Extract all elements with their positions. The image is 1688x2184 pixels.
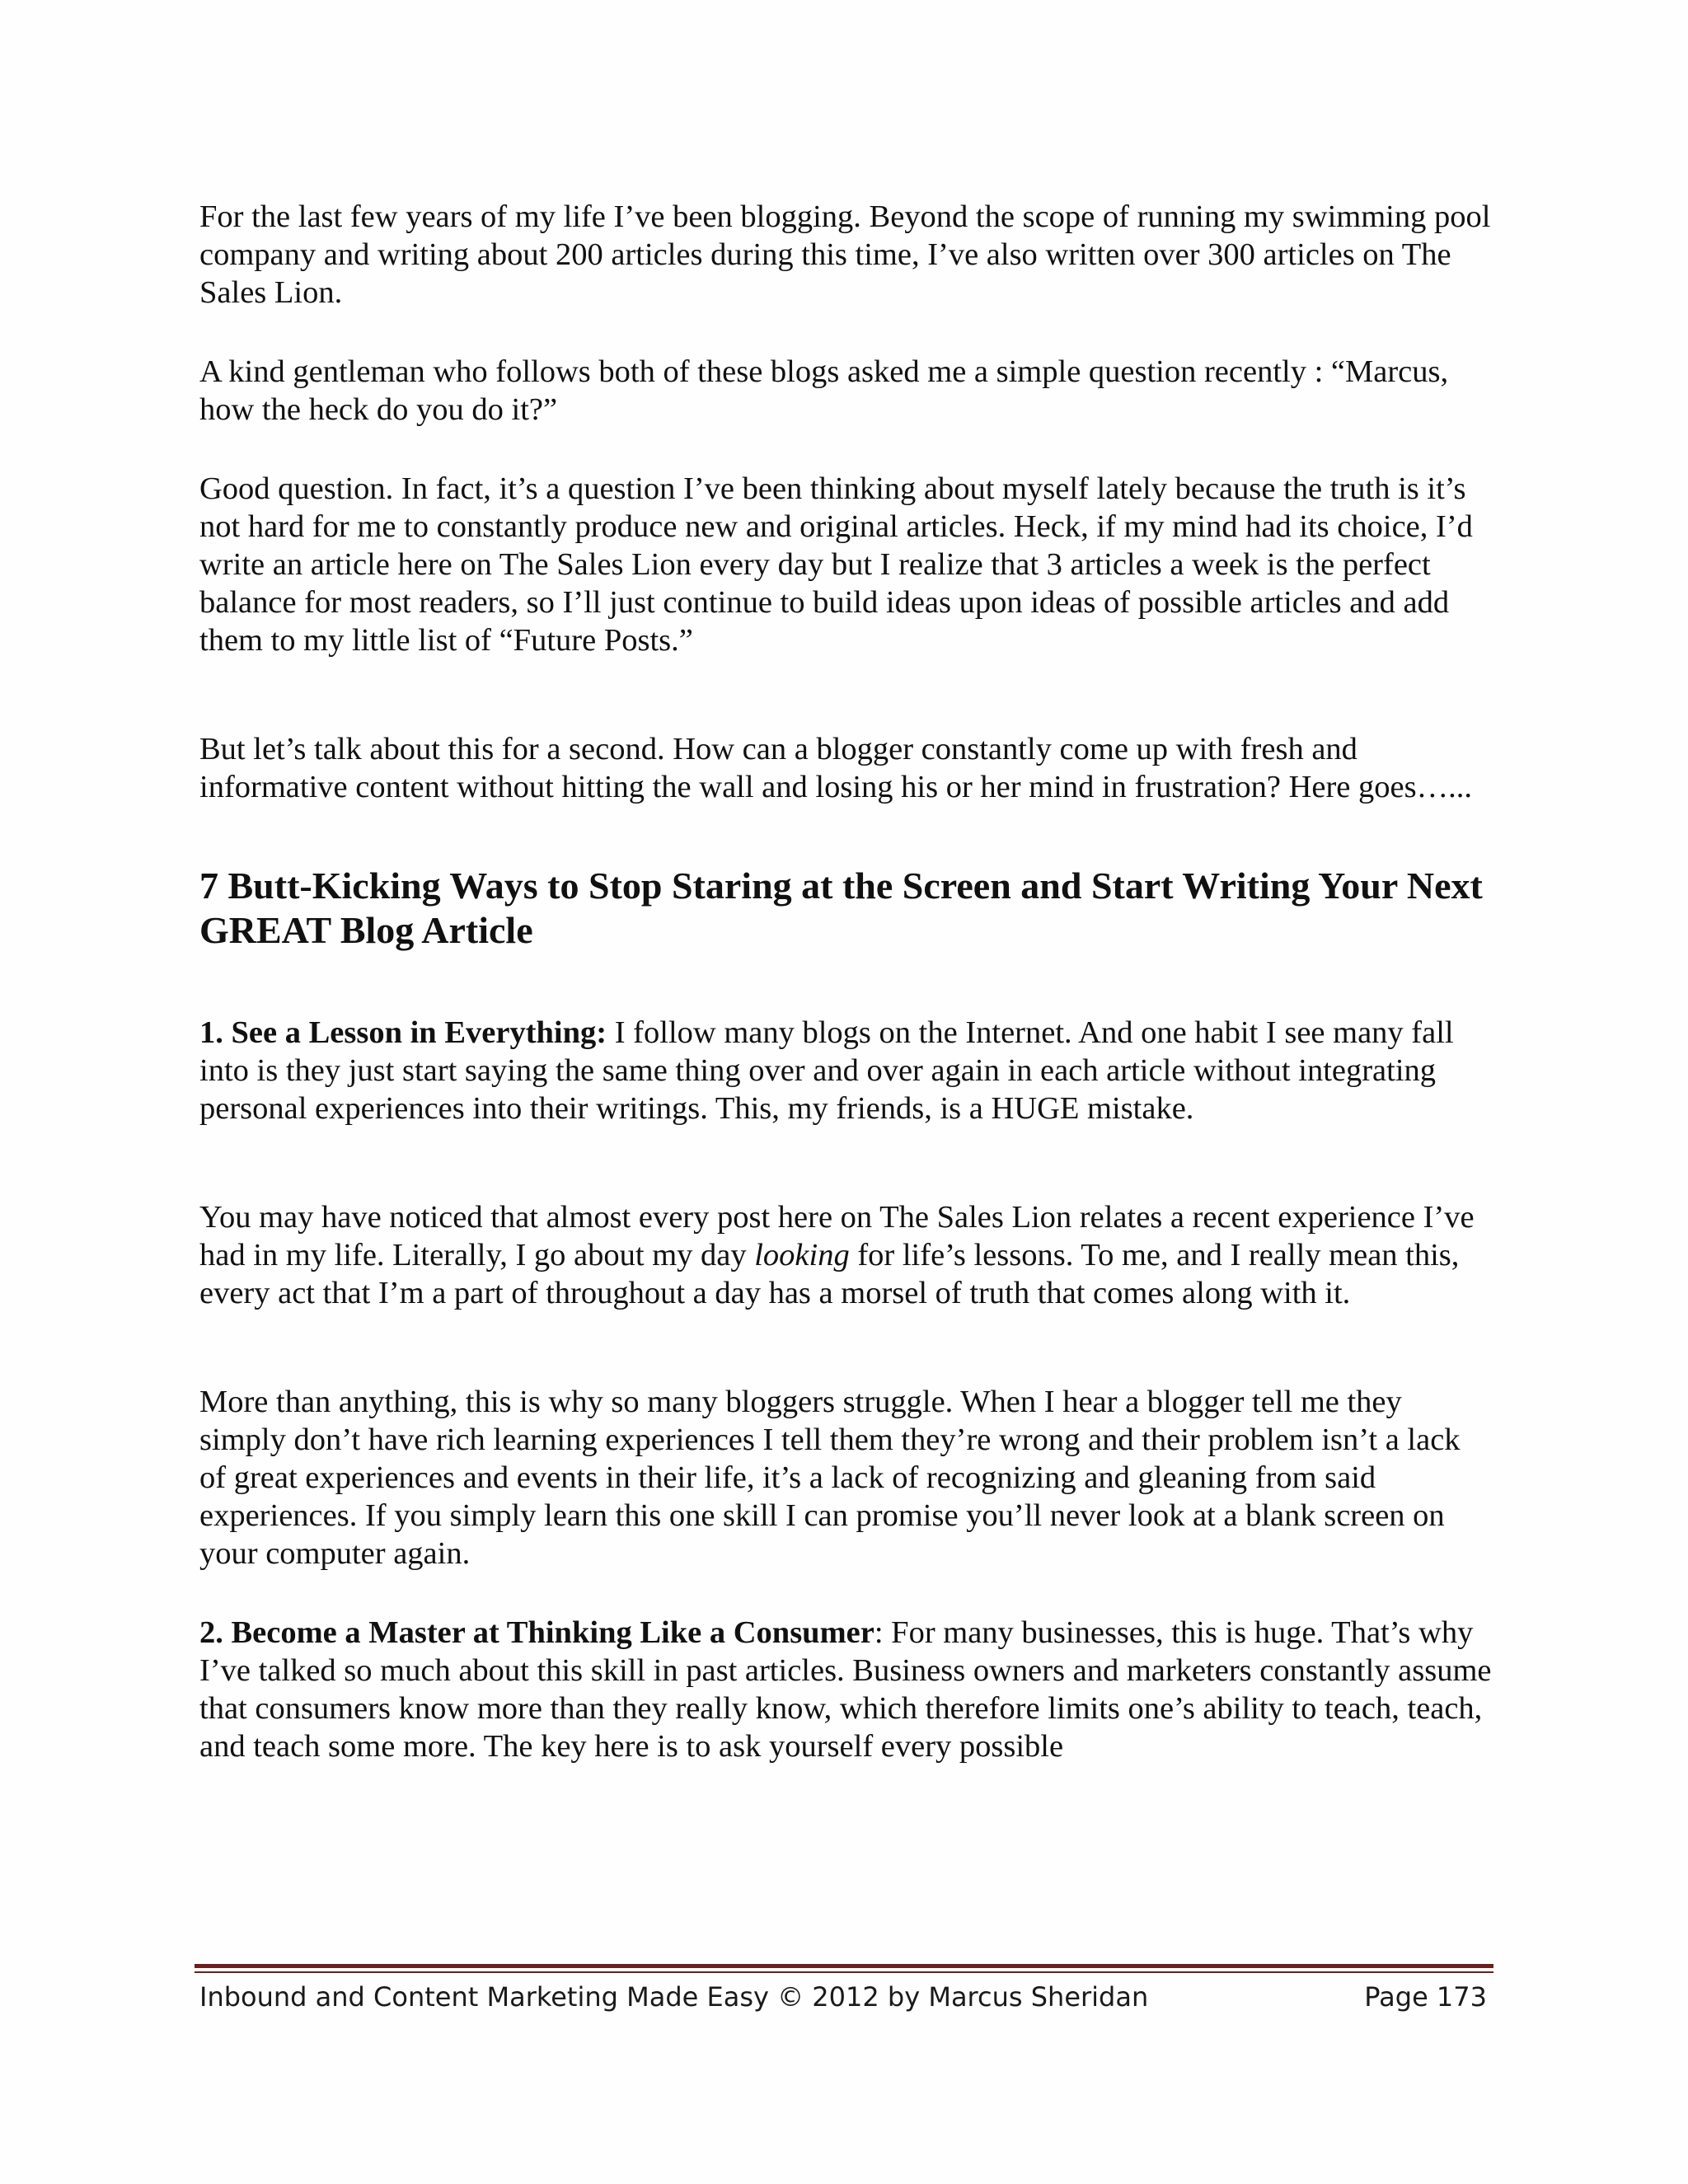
footer-rule-thick [195, 1964, 1493, 1968]
noticed-emphasis: looking [754, 1238, 850, 1272]
tip-1-title: 1. See a Lesson in Everything: [199, 1015, 607, 1050]
paragraph-intro: For the last few years of my life I’ve been blogging. Beyond the scope of running my swimming pool company and writing about 200 articles during this time, I’ve also written over 300 articles on The Sales Lion. [199, 199, 1491, 310]
paragraph-tip-1 [199, 1014, 1492, 1127]
paragraph-good-question: Good question. In fact, it’s a question I’ve been thinking about myself lately because the truth is it’s not hard for me to constantly produce new and original articles. Heck, if my mind had its choice, I’d write an article here on The Sales Lion every day but I realize that 3 articles a week is the perfect balance for most readers, so I’ll just continue to build ideas upon ideas of possible articles and add them to my little list of “Future Posts.” [199, 471, 1473, 658]
paragraph-noticed [199, 1198, 1492, 1312]
footer-title: Inbound and Content Marketing Made Easy © 2012 by Marcus Sheridan [199, 1981, 1149, 2013]
paragraph-more-than-anything: More than anything, this is why so many bloggers struggle. When I hear a blogger tell me they simply don’t have rich learning experiences I tell them they’re wrong and their problem isn’t a lack of great experiences and events in their life, it’s a lack of recognizing and gleaning from said experiences. If you simply learn this one skill I can promise you’ll never look at a blank screen on your computer again. [199, 1385, 1461, 1571]
noticed-text-after: for life’s lessons. To me, and I really mean this, every act that I’m a part of throughout a day has a morsel of truth that comes along with it. [199, 1238, 1460, 1310]
page-footer [199, 1976, 1487, 2018]
tip-2-text: : For many businesses, this is huge. That’s why I’ve talked so much about this skill in past articles. Business owners and marketers constantly assume that consumers know more than they really know, which therefore limits one’s ability to teach, teach, and teach some more. The key here is to ask yourself every possible [199, 1615, 1492, 1764]
noticed-text-before: You may have noticed that almost every post here on The Sales Lion relates a recent experience I’ve had in my life. Literally, I go about my day [199, 1200, 1475, 1272]
paragraph-lets-talk: But let’s talk about this for a second. How can a blogger constantly come up with fresh and informative content without hitting the wall and losing his or her mind in frustration? Here goes…... [199, 732, 1472, 804]
footer-rule-thin [195, 1971, 1493, 1973]
section-heading: 7 Butt-Kicking Ways to Stop Staring at the Screen and Start Writing Your Next GREAT Blog Article [199, 865, 1483, 951]
tip-2-title: 2. Become a Master at Thinking Like a Consumer [199, 1615, 874, 1650]
paragraph-tip-2 [199, 1614, 1492, 1765]
page-number: Page 173 [1364, 1981, 1487, 2013]
page-body [199, 198, 1492, 1765]
paragraph-question: A kind gentleman who follows both of these blogs asked me a simple question recently : “Marcus, how the heck do you do it?” [199, 354, 1449, 427]
tip-1-text: I follow many blogs on the Internet. And one habit I see many fall into is they just start saying the same thing over and over again in each article without integrating personal experiences into their writings. This, my friends, is a HUGE mistake. [199, 1015, 1454, 1126]
